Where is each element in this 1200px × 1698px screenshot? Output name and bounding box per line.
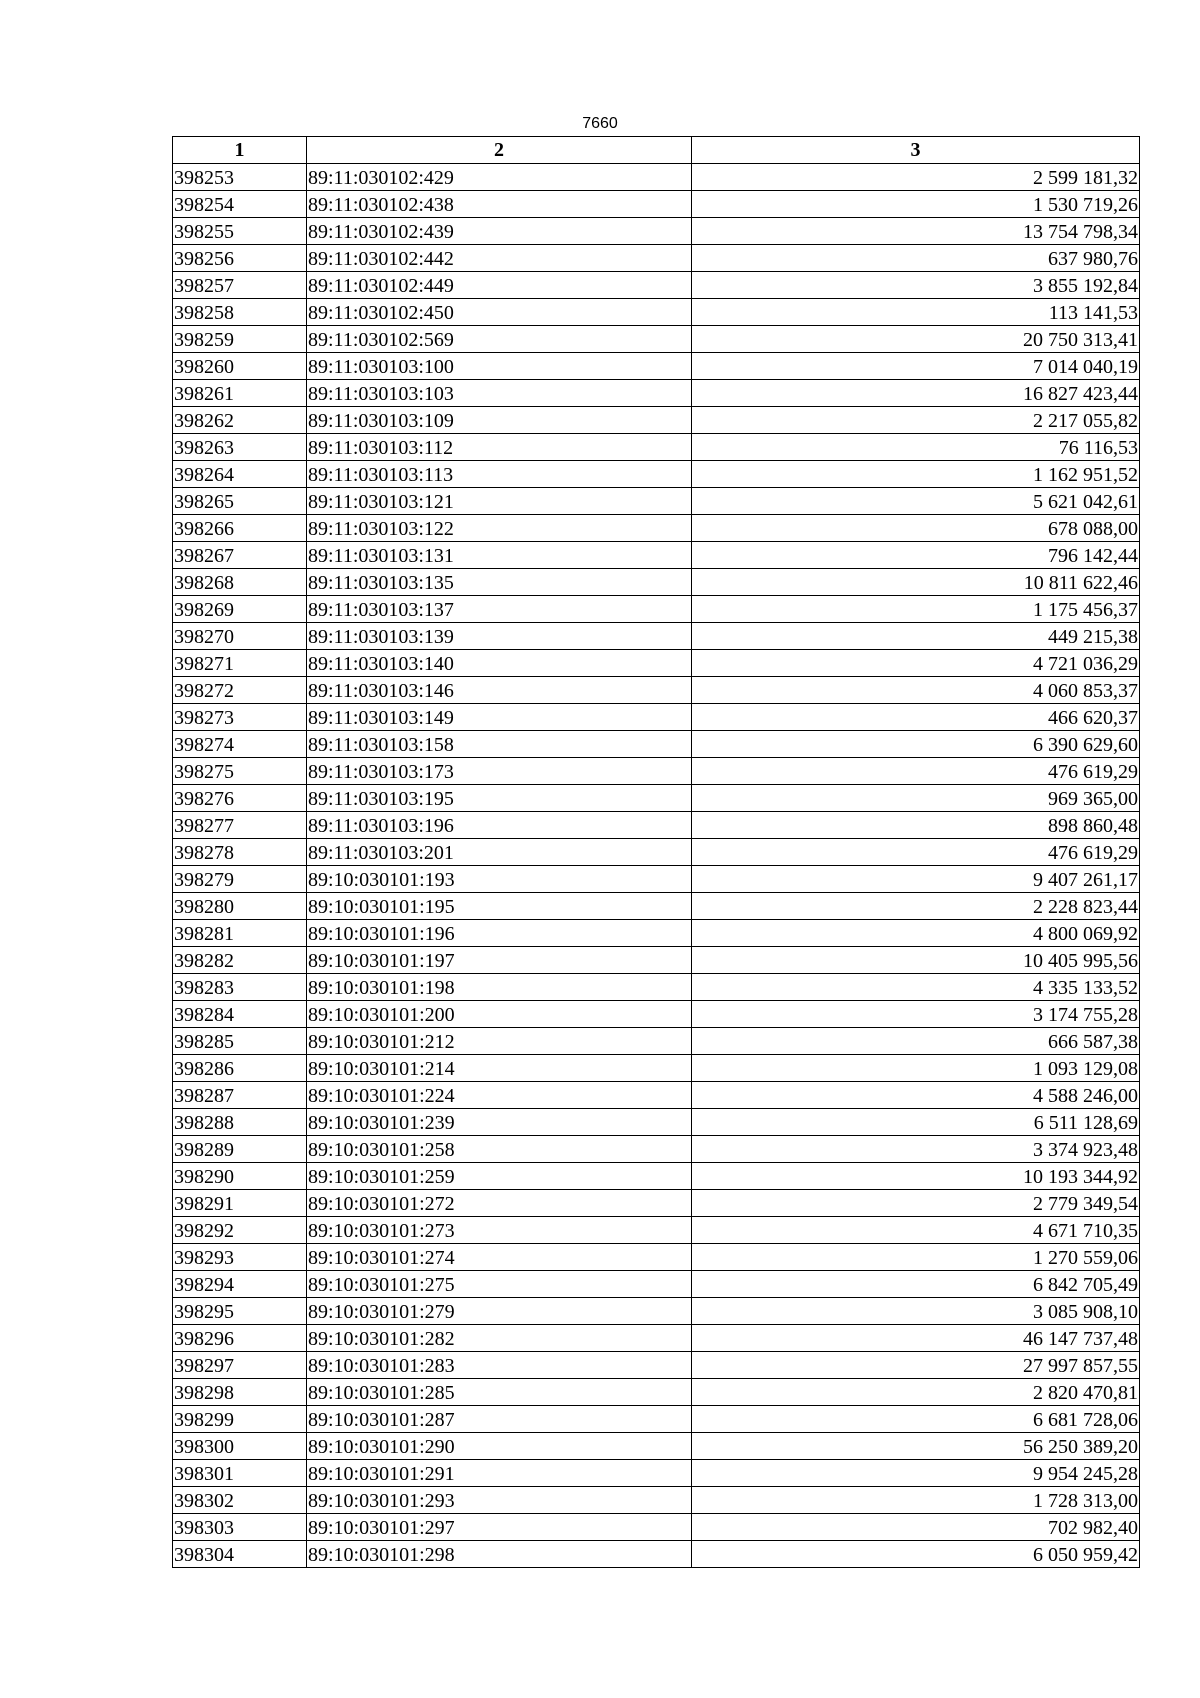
table-row bbox=[173, 164, 1140, 191]
cadastral-number-cell: 89:10:030101:214 bbox=[307, 1055, 692, 1082]
row-number-cell: 398282 bbox=[173, 947, 307, 974]
table-body bbox=[173, 164, 1140, 1568]
row-number-cell: 398275 bbox=[173, 758, 307, 785]
row-number-cell: 398269 bbox=[173, 596, 307, 623]
row-number-cell: 398261 bbox=[173, 380, 307, 407]
value-cell: 2 779 349,54 bbox=[692, 1190, 1140, 1217]
table-row bbox=[173, 326, 1140, 353]
value-cell: 5 621 042,61 bbox=[692, 488, 1140, 515]
value-cell: 1 270 559,06 bbox=[692, 1244, 1140, 1271]
row-number-cell: 398273 bbox=[173, 704, 307, 731]
row-number-cell: 398277 bbox=[173, 812, 307, 839]
cadastral-number-cell: 89:10:030101:195 bbox=[307, 893, 692, 920]
cadastral-number-cell: 89:11:030103:137 bbox=[307, 596, 692, 623]
row-number-cell: 398268 bbox=[173, 569, 307, 596]
row-number-cell: 398259 bbox=[173, 326, 307, 353]
value-cell: 702 982,40 bbox=[692, 1514, 1140, 1541]
table-row bbox=[173, 1271, 1140, 1298]
value-cell: 476 619,29 bbox=[692, 839, 1140, 866]
row-number-cell: 398262 bbox=[173, 407, 307, 434]
value-cell: 113 141,53 bbox=[692, 299, 1140, 326]
cadastral-number-cell: 89:11:030103:135 bbox=[307, 569, 692, 596]
table-row bbox=[173, 245, 1140, 272]
row-number-cell: 398281 bbox=[173, 920, 307, 947]
row-number-cell: 398265 bbox=[173, 488, 307, 515]
value-cell: 2 820 470,81 bbox=[692, 1379, 1140, 1406]
value-cell: 56 250 389,20 bbox=[692, 1433, 1140, 1460]
table-row bbox=[173, 1433, 1140, 1460]
cadastral-number-cell: 89:10:030101:290 bbox=[307, 1433, 692, 1460]
value-cell: 4 588 246,00 bbox=[692, 1082, 1140, 1109]
row-number-cell: 398301 bbox=[173, 1460, 307, 1487]
table-row bbox=[173, 1109, 1140, 1136]
table-row bbox=[173, 488, 1140, 515]
row-number-cell: 398304 bbox=[173, 1541, 307, 1568]
cadastral-number-cell: 89:10:030101:293 bbox=[307, 1487, 692, 1514]
table-header-row bbox=[173, 137, 1140, 164]
cadastral-number-cell: 89:11:030103:196 bbox=[307, 812, 692, 839]
row-number-cell: 398274 bbox=[173, 731, 307, 758]
cadastral-number-cell: 89:10:030101:272 bbox=[307, 1190, 692, 1217]
cadastral-number-cell: 89:11:030102:429 bbox=[307, 164, 692, 191]
table-row bbox=[173, 353, 1140, 380]
cadastral-number-cell: 89:10:030101:274 bbox=[307, 1244, 692, 1271]
row-number-cell: 398253 bbox=[173, 164, 307, 191]
row-number-cell: 398270 bbox=[173, 623, 307, 650]
cadastral-number-cell: 89:11:030103:122 bbox=[307, 515, 692, 542]
row-number-cell: 398291 bbox=[173, 1190, 307, 1217]
cadastral-number-cell: 89:10:030101:196 bbox=[307, 920, 692, 947]
value-cell: 6 050 959,42 bbox=[692, 1541, 1140, 1568]
row-number-cell: 398260 bbox=[173, 353, 307, 380]
row-number-cell: 398264 bbox=[173, 461, 307, 488]
value-cell: 76 116,53 bbox=[692, 434, 1140, 461]
cadastral-number-cell: 89:10:030101:291 bbox=[307, 1460, 692, 1487]
table-row bbox=[173, 407, 1140, 434]
table-row bbox=[173, 542, 1140, 569]
value-cell: 46 147 737,48 bbox=[692, 1325, 1140, 1352]
row-number-cell: 398297 bbox=[173, 1352, 307, 1379]
cadastral-number-cell: 89:11:030103:103 bbox=[307, 380, 692, 407]
table-row bbox=[173, 812, 1140, 839]
cadastral-number-cell: 89:11:030102:569 bbox=[307, 326, 692, 353]
row-number-cell: 398302 bbox=[173, 1487, 307, 1514]
value-cell: 1 162 951,52 bbox=[692, 461, 1140, 488]
value-cell: 1 728 313,00 bbox=[692, 1487, 1140, 1514]
table-row bbox=[173, 1136, 1140, 1163]
table-row bbox=[173, 1190, 1140, 1217]
cadastral-number-cell: 89:10:030101:193 bbox=[307, 866, 692, 893]
value-cell: 796 142,44 bbox=[692, 542, 1140, 569]
column-header-3: 3 bbox=[692, 137, 1140, 164]
value-cell: 678 088,00 bbox=[692, 515, 1140, 542]
column-header-2: 2 bbox=[307, 137, 692, 164]
value-cell: 449 215,38 bbox=[692, 623, 1140, 650]
row-number-cell: 398286 bbox=[173, 1055, 307, 1082]
registry-table bbox=[172, 136, 1140, 1568]
value-cell: 1 093 129,08 bbox=[692, 1055, 1140, 1082]
row-number-cell: 398296 bbox=[173, 1325, 307, 1352]
cadastral-number-cell: 89:11:030103:146 bbox=[307, 677, 692, 704]
value-cell: 4 721 036,29 bbox=[692, 650, 1140, 677]
cadastral-number-cell: 89:11:030103:149 bbox=[307, 704, 692, 731]
cadastral-number-cell: 89:11:030102:449 bbox=[307, 272, 692, 299]
value-cell: 4 800 069,92 bbox=[692, 920, 1140, 947]
table-row bbox=[173, 461, 1140, 488]
table-row bbox=[173, 299, 1140, 326]
row-number-cell: 398254 bbox=[173, 191, 307, 218]
cadastral-number-cell: 89:11:030103:140 bbox=[307, 650, 692, 677]
row-number-cell: 398298 bbox=[173, 1379, 307, 1406]
cadastral-number-cell: 89:10:030101:282 bbox=[307, 1325, 692, 1352]
table-row bbox=[173, 974, 1140, 1001]
row-number-cell: 398272 bbox=[173, 677, 307, 704]
value-cell: 10 405 995,56 bbox=[692, 947, 1140, 974]
table-row bbox=[173, 677, 1140, 704]
cadastral-number-cell: 89:10:030101:273 bbox=[307, 1217, 692, 1244]
value-cell: 4 671 710,35 bbox=[692, 1217, 1140, 1244]
row-number-cell: 398258 bbox=[173, 299, 307, 326]
row-number-cell: 398280 bbox=[173, 893, 307, 920]
value-cell: 6 390 629,60 bbox=[692, 731, 1140, 758]
row-number-cell: 398295 bbox=[173, 1298, 307, 1325]
row-number-cell: 398288 bbox=[173, 1109, 307, 1136]
cadastral-number-cell: 89:11:030103:121 bbox=[307, 488, 692, 515]
table-row bbox=[173, 569, 1140, 596]
row-number-cell: 398283 bbox=[173, 974, 307, 1001]
row-number-cell: 398267 bbox=[173, 542, 307, 569]
value-cell: 16 827 423,44 bbox=[692, 380, 1140, 407]
row-number-cell: 398278 bbox=[173, 839, 307, 866]
cadastral-number-cell: 89:10:030101:239 bbox=[307, 1109, 692, 1136]
table-row bbox=[173, 515, 1140, 542]
value-cell: 9 407 261,17 bbox=[692, 866, 1140, 893]
value-cell: 637 980,76 bbox=[692, 245, 1140, 272]
table-row bbox=[173, 1514, 1140, 1541]
row-number-cell: 398255 bbox=[173, 218, 307, 245]
cadastral-number-cell: 89:10:030101:197 bbox=[307, 947, 692, 974]
row-number-cell: 398257 bbox=[173, 272, 307, 299]
cadastral-number-cell: 89:11:030103:158 bbox=[307, 731, 692, 758]
table-row bbox=[173, 785, 1140, 812]
value-cell: 20 750 313,41 bbox=[692, 326, 1140, 353]
value-cell: 6 842 705,49 bbox=[692, 1271, 1140, 1298]
value-cell: 1 530 719,26 bbox=[692, 191, 1140, 218]
row-number-cell: 398303 bbox=[173, 1514, 307, 1541]
row-number-cell: 398287 bbox=[173, 1082, 307, 1109]
table-row bbox=[173, 1352, 1140, 1379]
value-cell: 3 374 923,48 bbox=[692, 1136, 1140, 1163]
cadastral-number-cell: 89:11:030102:439 bbox=[307, 218, 692, 245]
row-number-cell: 398285 bbox=[173, 1028, 307, 1055]
row-number-cell: 398292 bbox=[173, 1217, 307, 1244]
cadastral-number-cell: 89:10:030101:287 bbox=[307, 1406, 692, 1433]
cadastral-number-cell: 89:10:030101:297 bbox=[307, 1514, 692, 1541]
value-cell: 4 060 853,37 bbox=[692, 677, 1140, 704]
cadastral-number-cell: 89:10:030101:212 bbox=[307, 1028, 692, 1055]
cadastral-number-cell: 89:10:030101:198 bbox=[307, 974, 692, 1001]
row-number-cell: 398271 bbox=[173, 650, 307, 677]
table-row bbox=[173, 1055, 1140, 1082]
value-cell: 7 014 040,19 bbox=[692, 353, 1140, 380]
cadastral-number-cell: 89:10:030101:283 bbox=[307, 1352, 692, 1379]
value-cell: 3 855 192,84 bbox=[692, 272, 1140, 299]
row-number-cell: 398294 bbox=[173, 1271, 307, 1298]
row-number-cell: 398293 bbox=[173, 1244, 307, 1271]
column-header-1: 1 bbox=[173, 137, 307, 164]
cadastral-number-cell: 89:11:030103:100 bbox=[307, 353, 692, 380]
table-row bbox=[173, 1487, 1140, 1514]
table-row bbox=[173, 218, 1140, 245]
cadastral-number-cell: 89:10:030101:259 bbox=[307, 1163, 692, 1190]
row-number-cell: 398289 bbox=[173, 1136, 307, 1163]
cadastral-number-cell: 89:11:030103:109 bbox=[307, 407, 692, 434]
table-row bbox=[173, 866, 1140, 893]
table-row bbox=[173, 758, 1140, 785]
cadastral-number-cell: 89:11:030103:201 bbox=[307, 839, 692, 866]
row-number-cell: 398284 bbox=[173, 1001, 307, 1028]
cadastral-number-cell: 89:10:030101:279 bbox=[307, 1298, 692, 1325]
table-row bbox=[173, 191, 1140, 218]
table-row bbox=[173, 1406, 1140, 1433]
table-row bbox=[173, 731, 1140, 758]
row-number-cell: 398290 bbox=[173, 1163, 307, 1190]
table-row bbox=[173, 1244, 1140, 1271]
table-row bbox=[173, 1541, 1140, 1568]
page-number: 7660 bbox=[582, 115, 618, 132]
cadastral-number-cell: 89:11:030102:442 bbox=[307, 245, 692, 272]
table-row bbox=[173, 650, 1140, 677]
cadastral-number-cell: 89:10:030101:298 bbox=[307, 1541, 692, 1568]
table-row bbox=[173, 1001, 1140, 1028]
value-cell: 10 193 344,92 bbox=[692, 1163, 1140, 1190]
table-row bbox=[173, 920, 1140, 947]
value-cell: 9 954 245,28 bbox=[692, 1460, 1140, 1487]
table-row bbox=[173, 1163, 1140, 1190]
value-cell: 898 860,48 bbox=[692, 812, 1140, 839]
table-row bbox=[173, 947, 1140, 974]
value-cell: 4 335 133,52 bbox=[692, 974, 1140, 1001]
cadastral-number-cell: 89:11:030103:131 bbox=[307, 542, 692, 569]
cadastral-number-cell: 89:10:030101:275 bbox=[307, 1271, 692, 1298]
cadastral-number-cell: 89:10:030101:224 bbox=[307, 1082, 692, 1109]
table-row bbox=[173, 1298, 1140, 1325]
cadastral-number-cell: 89:11:030102:450 bbox=[307, 299, 692, 326]
table-row bbox=[173, 434, 1140, 461]
row-number-cell: 398256 bbox=[173, 245, 307, 272]
cadastral-number-cell: 89:11:030103:113 bbox=[307, 461, 692, 488]
table-row bbox=[173, 1325, 1140, 1352]
value-cell: 27 997 857,55 bbox=[692, 1352, 1140, 1379]
row-number-cell: 398300 bbox=[173, 1433, 307, 1460]
value-cell: 2 599 181,32 bbox=[692, 164, 1140, 191]
cadastral-number-cell: 89:11:030103:173 bbox=[307, 758, 692, 785]
cadastral-number-cell: 89:11:030103:195 bbox=[307, 785, 692, 812]
value-cell: 6 681 728,06 bbox=[692, 1406, 1140, 1433]
value-cell: 1 175 456,37 bbox=[692, 596, 1140, 623]
table-row bbox=[173, 1082, 1140, 1109]
table-row bbox=[173, 893, 1140, 920]
row-number-cell: 398276 bbox=[173, 785, 307, 812]
value-cell: 969 365,00 bbox=[692, 785, 1140, 812]
cadastral-number-cell: 89:10:030101:285 bbox=[307, 1379, 692, 1406]
cadastral-number-cell: 89:11:030102:438 bbox=[307, 191, 692, 218]
table-row bbox=[173, 272, 1140, 299]
table-row bbox=[173, 1217, 1140, 1244]
value-cell: 476 619,29 bbox=[692, 758, 1140, 785]
cadastral-number-cell: 89:11:030103:112 bbox=[307, 434, 692, 461]
table-row bbox=[173, 380, 1140, 407]
row-number-cell: 398279 bbox=[173, 866, 307, 893]
value-cell: 6 511 128,69 bbox=[692, 1109, 1140, 1136]
table-row bbox=[173, 623, 1140, 650]
row-number-cell: 398263 bbox=[173, 434, 307, 461]
value-cell: 3 174 755,28 bbox=[692, 1001, 1140, 1028]
value-cell: 2 228 823,44 bbox=[692, 893, 1140, 920]
table-row bbox=[173, 1379, 1140, 1406]
table-row bbox=[173, 839, 1140, 866]
value-cell: 13 754 798,34 bbox=[692, 218, 1140, 245]
value-cell: 3 085 908,10 bbox=[692, 1298, 1140, 1325]
value-cell: 466 620,37 bbox=[692, 704, 1140, 731]
table-row bbox=[173, 1028, 1140, 1055]
table-row bbox=[173, 596, 1140, 623]
cadastral-number-cell: 89:10:030101:200 bbox=[307, 1001, 692, 1028]
cadastral-number-cell: 89:11:030103:139 bbox=[307, 623, 692, 650]
row-number-cell: 398299 bbox=[173, 1406, 307, 1433]
table-row bbox=[173, 1460, 1140, 1487]
value-cell: 2 217 055,82 bbox=[692, 407, 1140, 434]
cadastral-number-cell: 89:10:030101:258 bbox=[307, 1136, 692, 1163]
row-number-cell: 398266 bbox=[173, 515, 307, 542]
table-row bbox=[173, 704, 1140, 731]
value-cell: 666 587,38 bbox=[692, 1028, 1140, 1055]
value-cell: 10 811 622,46 bbox=[692, 569, 1140, 596]
